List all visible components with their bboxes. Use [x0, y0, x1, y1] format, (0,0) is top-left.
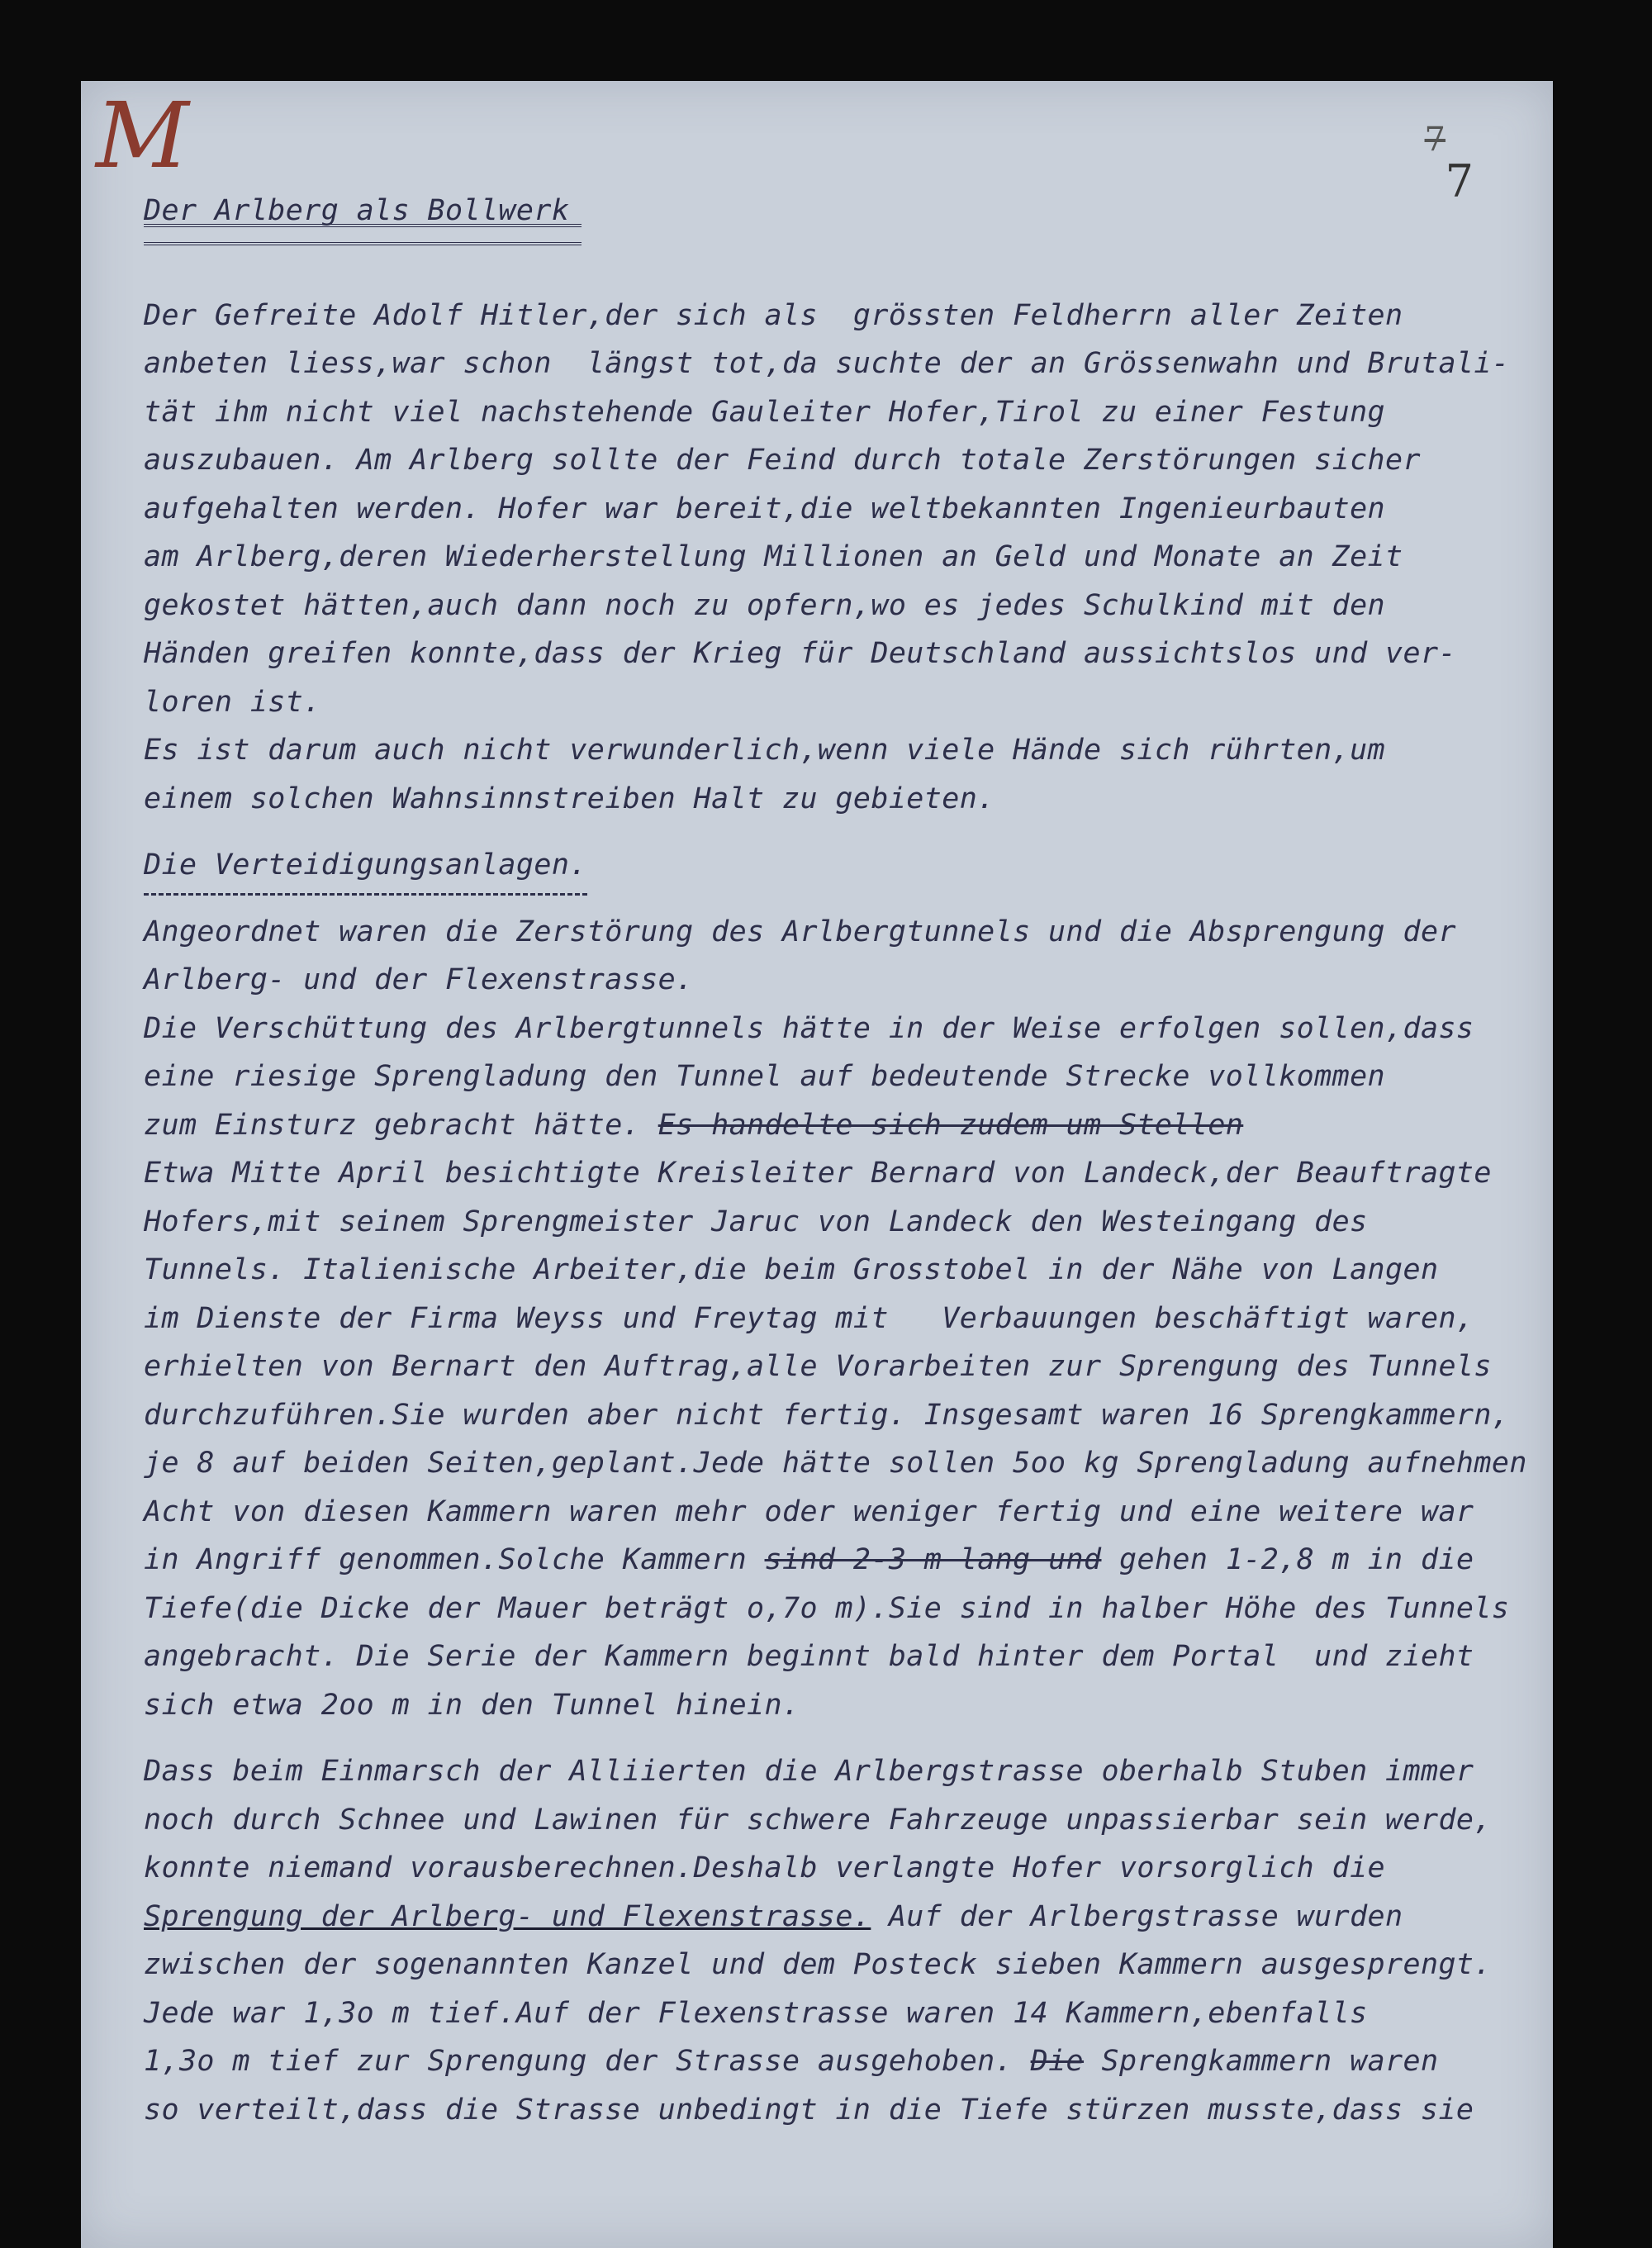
text-line: in Angriff genommen.Solche Kammern sind 2-3 m lang und gehen 1-2,8 m in die [144, 1543, 1474, 1576]
text-line: Tunnels. Italienische Arbeiter,die beim Grosstobel in der Nähe von Langen [144, 1253, 1439, 1286]
text-line: durchzuführen.Sie wurden aber nicht fertig. Insgesamt waren 16 Sprengkammern, [144, 1398, 1510, 1432]
text-line: im Dienste der Firma Weyss und Freytag mit Verbauungen beschäftigt waren, [144, 1301, 1474, 1335]
text-line: Tiefe(die Dicke der Mauer beträgt o,7o m).Sie sind in halber Höhe des Tunnels [144, 1591, 1510, 1625]
text-line: 1,3o m tief zur Sprengung der Strasse ausgehoben. Die Sprengkammern waren [144, 2045, 1439, 2078]
text-line: anbeten liess,war schon längst tot,da suchte der an Grössenwahn und Brutali- [144, 347, 1510, 380]
page-number: 7 [1445, 155, 1474, 207]
text-line: Arlberg- und der Flexenstrasse. [144, 963, 694, 996]
text-line: tät ihm nicht viel nachstehende Gauleiter Hofer,Tirol zu einer Festung [144, 395, 1386, 429]
paragraph-2 [144, 908, 1548, 1730]
struck-text: Es handelte sich zudem um Stellen [657, 1108, 1244, 1142]
text-line: Dass beim Einmarsch der Alliierten die Arlbergstrasse oberhalb Stuben immer [144, 1755, 1474, 1788]
text-line: einem solchen Wahnsinnstreiben Halt zu gebieten. [144, 782, 995, 815]
text-line: zum Einsturz gebracht hätte. Es handelte sich zudem um Stellen [144, 1108, 1244, 1142]
text-line: Angeordnet waren die Zerstörung des Arlbergtunnels und die Absprengung der [144, 915, 1456, 948]
text-line: erhielten von Bernart den Auftrag,alle Vorarbeiten zur Sprengung des Tunnels [144, 1350, 1492, 1383]
text-line: Die Verschüttung des Arlbergtunnels hätte in der Weise erfolgen sollen,dass [144, 1011, 1474, 1045]
text-line: Jede war 1,3o m tief.Auf der Flexenstrasse waren 14 Kammern,ebenfalls [144, 1996, 1368, 2030]
text-line: noch durch Schnee und Lawinen für schwere Fahrzeuge unpassierbar sein werde, [144, 1803, 1492, 1837]
text-line: eine riesige Sprengladung den Tunnel auf bedeutende Strecke vollkommen [144, 1060, 1386, 1093]
paragraph-1 [144, 292, 1548, 824]
text-line: Es ist darum auch nicht verwunderlich,wenn viele Hände sich rührten,um [144, 734, 1386, 767]
struck-text: sind 2-3 m lang und [764, 1543, 1102, 1576]
text-line: loren ist. [144, 685, 321, 719]
text-line: gekostet hätten,auch dann noch zu opfern,wo es jedes Schulkind mit den [144, 588, 1386, 622]
text-line: am Arlberg,deren Wiederherstellung Millionen an Geld und Monate an Zeit [144, 540, 1403, 573]
text-line: Hofers,mit seinem Sprengmeister Jaruc von Landeck den Westeingang des [144, 1205, 1368, 1238]
body-text [144, 187, 1548, 2134]
text-line: Acht von diesen Kammern waren mehr oder weniger fertig und eine weitere war [144, 1495, 1474, 1528]
page-title: Der Arlberg als Bollwerk [144, 194, 570, 227]
text-line: angebracht. Die Serie der Kammern beginnt bald hinter dem Portal und zieht [144, 1640, 1474, 1673]
margin-mark: M [96, 83, 184, 188]
text-line: Der Gefreite Adolf Hitler,der sich als grössten Feldherrn aller Zeiten [144, 298, 1403, 332]
text-line: je 8 auf beiden Seiten,geplant.Jede hätte sollen 5oo kg Sprengladung aufnehmen [144, 1447, 1527, 1480]
text-line: sich etwa 2oo m in den Tunnel hinein. [144, 1688, 800, 1722]
paragraph-3 [144, 1747, 1548, 2134]
text-line: konnte niemand vorausberechnen.Deshalb verlangte Hofer vorsorglich die [144, 1851, 1386, 1884]
text-line: Händen greifen konnte,dass der Krieg für Deutschland aussichtslos und ver- [144, 637, 1456, 670]
text-line: zwischen der sogenannten Kanzel und dem Posteck sieben Kammern ausgesprengt. [144, 1948, 1492, 1981]
section-heading: Die Verteidigungsanlagen. [144, 841, 1548, 890]
document-page [81, 81, 1553, 2248]
text-line: so verteilt,dass die Strasse unbedingt in die Tiefe stürzen musste,dass sie [144, 2093, 1474, 2127]
text-line: Sprengung der Arlberg- und Flexenstrasse. Auf der Arlbergstrasse wurden [144, 1899, 1403, 1933]
text-line: Etwa Mitte April besichtigte Kreisleiter Bernard von Landeck,der Beauftragte [144, 1157, 1492, 1190]
page-number-struck: 7 [1424, 121, 1446, 159]
text-line: aufgehalten werden. Hofer war bereit,die weltbekannten Ingenieurbauten [144, 492, 1386, 525]
text-line: auszubauen. Am Arlberg sollte der Feind durch totale Zerstörungen sicher [144, 444, 1421, 477]
